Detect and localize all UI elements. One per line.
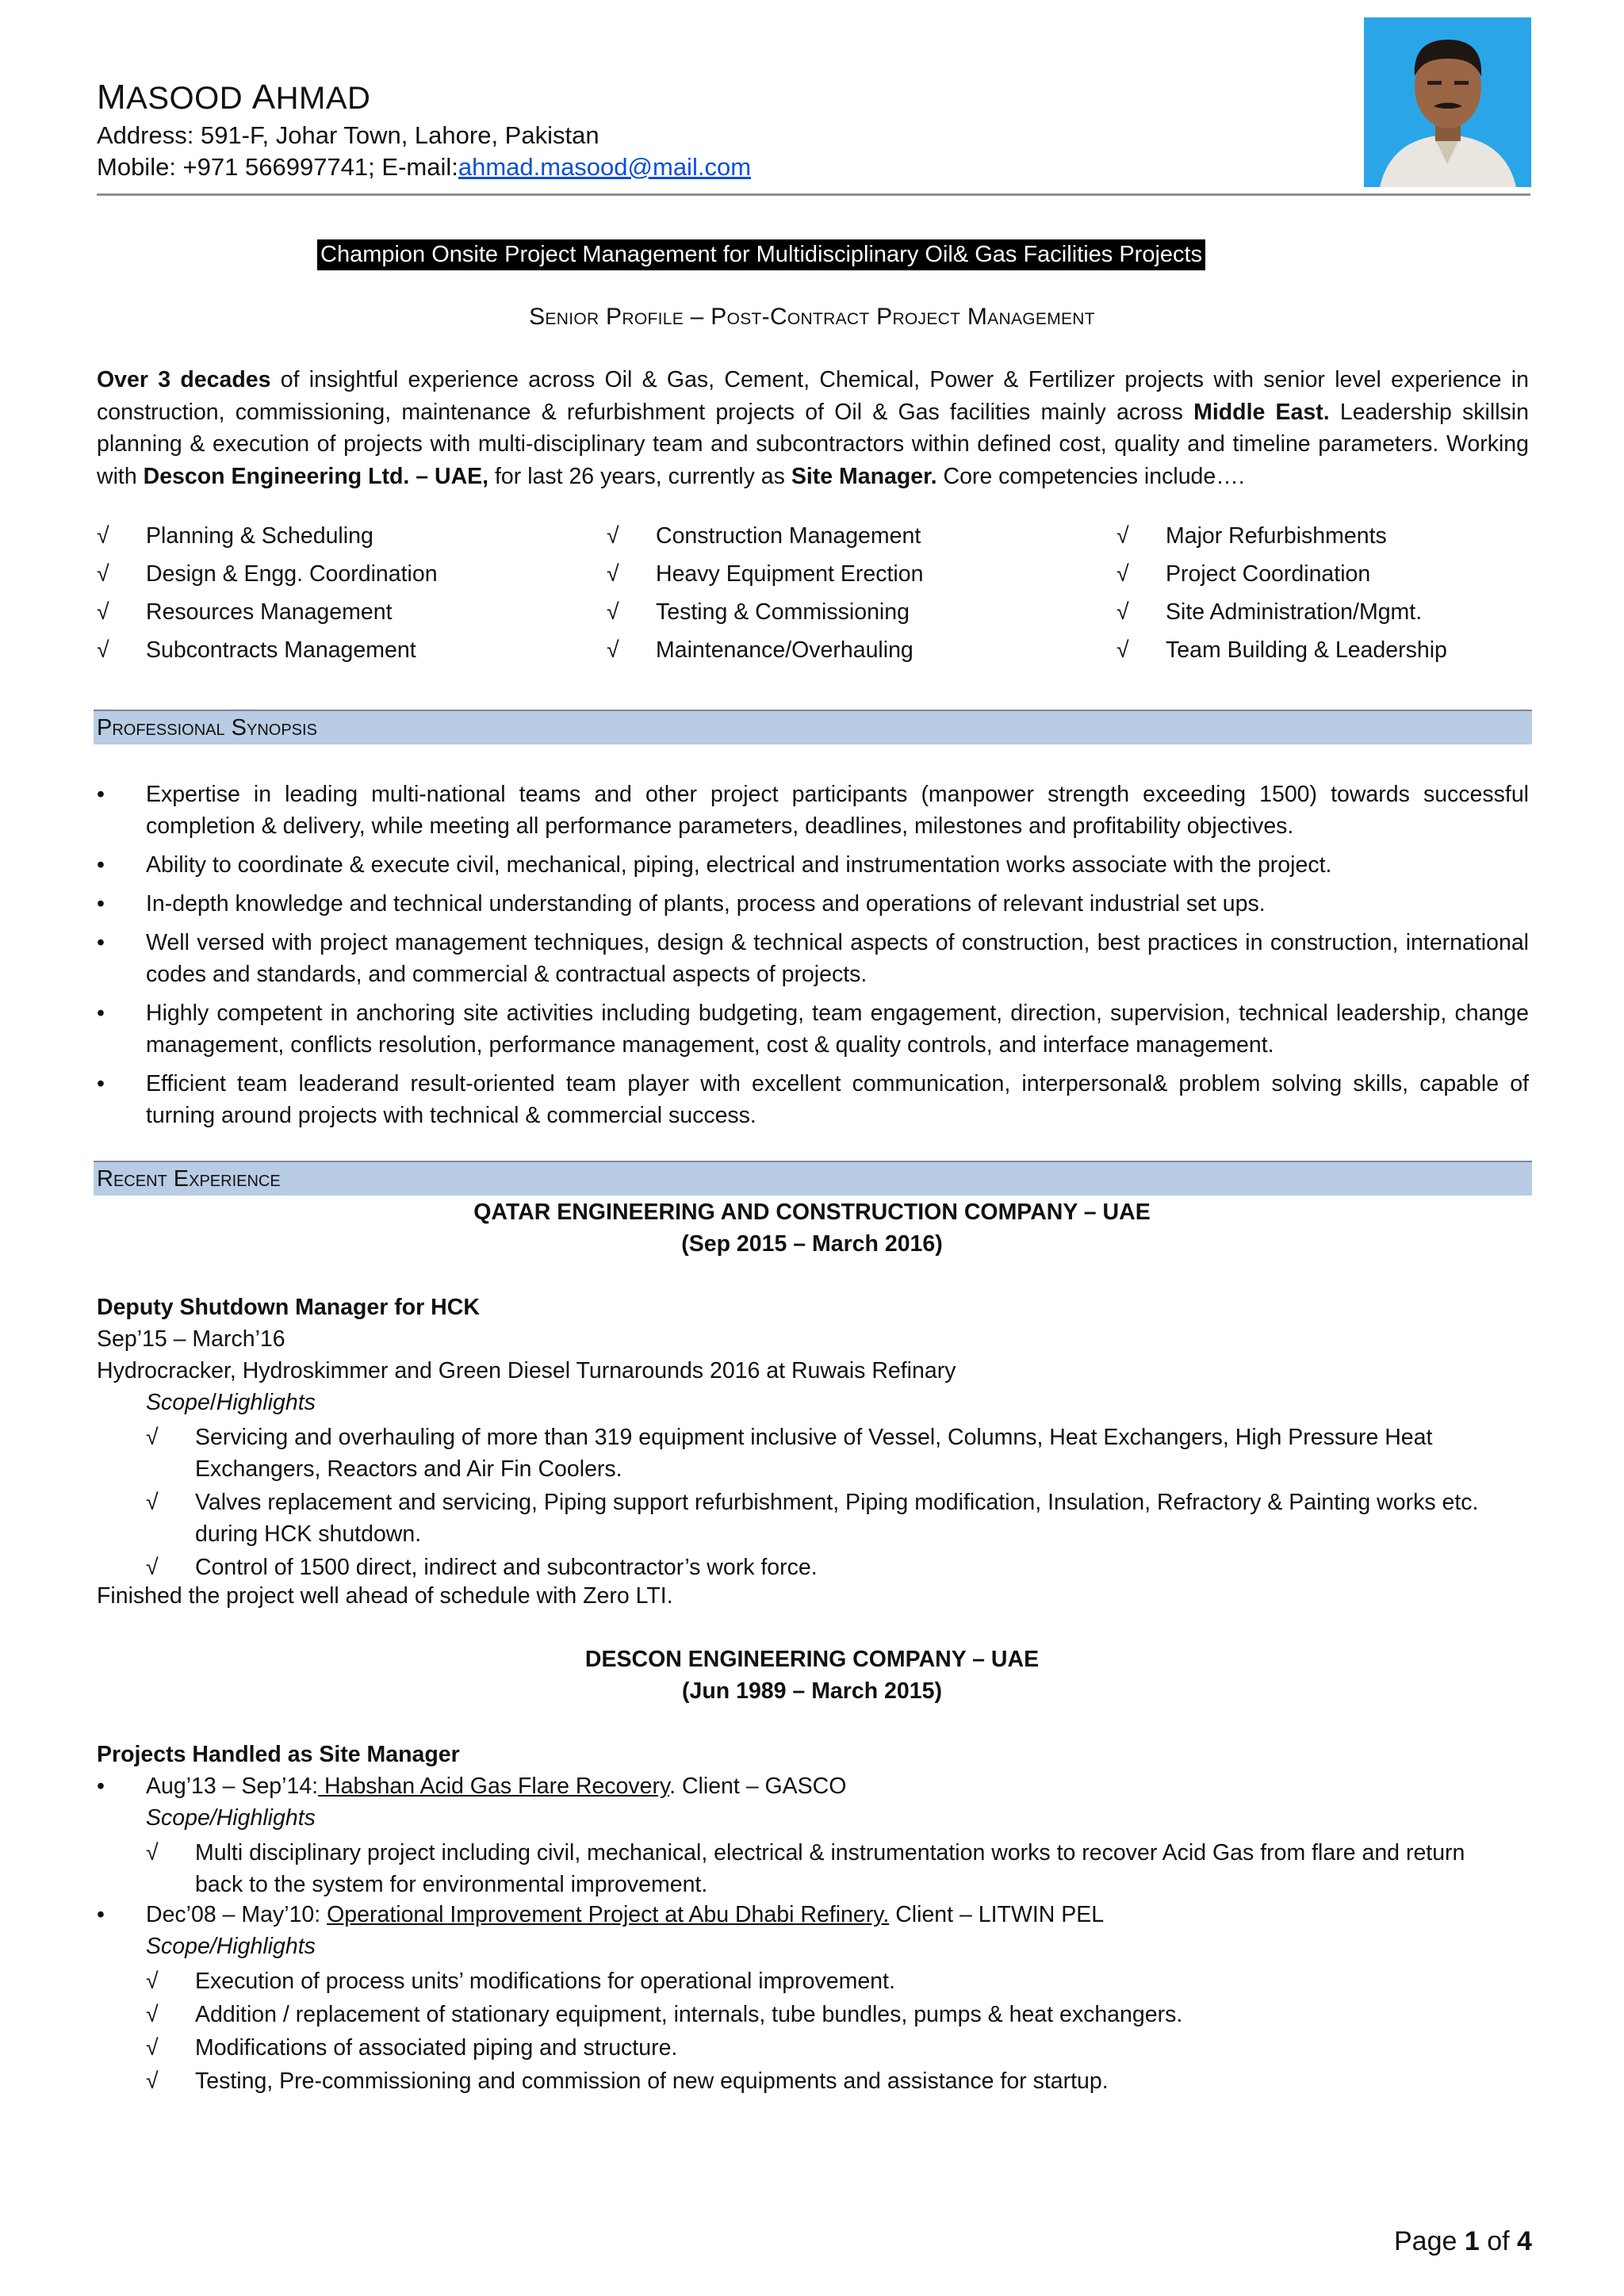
highlight-item [146, 1552, 1496, 1583]
competency-item [607, 637, 914, 664]
page-word: Page [1394, 2226, 1465, 2256]
check-icon: √ [607, 523, 619, 549]
highlight-text: Testing, Pre-commissioning and commission of new equipments and assistance for startup. [195, 2068, 1109, 2094]
list-item-text: Expertise in leading multi-national teams and other project participants (manpower strength exceeding 1500) towards successful completion & delivery, while meeting all performance parameters, deadlines, milestones and profitability objectives. [146, 782, 1529, 839]
check-icon: √ [1116, 561, 1129, 587]
mobile-value: +971 566997741; [175, 153, 382, 181]
profile-photo [1364, 17, 1531, 187]
check-icon: √ [97, 599, 109, 625]
role-dates: Sep’15 – March’16 [97, 1326, 285, 1352]
summary-text-3: for last 26 years, currently as [488, 463, 791, 489]
check-icon: √ [146, 1969, 159, 1994]
name-first-initial: M [97, 78, 127, 117]
list-item-text: Ability to coordinate & execute civil, mechanical, piping, electrical and instrumentation works associate with the project. [146, 852, 1332, 878]
highlight-text: Valves replacement and servicing, Piping support refurbishment, Piping modification, Insulation, Refractory & Painting works etc. during HCK shutdown. [195, 1490, 1479, 1547]
check-icon: √ [607, 637, 619, 663]
highlight-item [146, 1837, 1496, 1900]
check-icon: √ [1116, 523, 1129, 549]
bullet-icon: • [97, 930, 105, 955]
summary-text-1: of insightful experience across Oil & Gas, Cement, Chemical, Power & Fertilizer projects with senior level experience in construction, commissioning, maintenance & refurbishment projects of Oil & Gas facilities mainly across [97, 367, 1529, 425]
check-icon: √ [146, 2068, 159, 2094]
check-icon: √ [146, 2002, 159, 2027]
competency-item [1116, 561, 1370, 587]
bullet-icon: • [97, 782, 105, 807]
mobile-label: Mobile: [97, 153, 176, 181]
email-link[interactable]: ahmad.masood@mail.com [458, 153, 752, 181]
competency-item [1116, 523, 1387, 549]
list-item [97, 849, 1529, 881]
project-client: . Client – GASCO [669, 1774, 847, 1799]
bullet-icon: • [97, 1001, 105, 1026]
highlight-item [146, 1422, 1496, 1485]
list-item [97, 779, 1529, 842]
competency-label: Heavy Equipment Erection [656, 561, 924, 587]
project-entry [97, 1902, 1104, 1928]
list-item-text: Efficient team leaderand result-oriented team player with excellent communication, interpersonal& problem solving skills, capable of turning around projects with technical & commercial success. [146, 1071, 1529, 1128]
projects-heading: Projects Handled as Site Manager [97, 1742, 460, 1767]
check-icon: √ [146, 2035, 159, 2061]
list-item [97, 1068, 1529, 1131]
list-item [97, 888, 1529, 920]
competency-label: Subcontracts Management [146, 637, 416, 663]
project-client: Client – LITWIN PEL [889, 1902, 1105, 1927]
highlight-text: Control of 1500 direct, indirect and subcontractor’s work force. [195, 1555, 818, 1580]
summary-bold-decades: Over 3 decades [97, 367, 271, 392]
check-icon: √ [607, 561, 619, 587]
contact-line [97, 153, 751, 182]
bullet-icon: • [97, 1902, 105, 1927]
project-entry [97, 1774, 846, 1800]
headline-banner: Champion Onsite Project Management for Multidisciplinary Oil& Gas Facilities Projects [317, 239, 1205, 270]
name-first-rest: ASOOD [126, 81, 243, 116]
list-item-text: Highly competent in anchoring site activities including budgeting, team engagement, direction, supervision, technical leadership, change management, conflicts resolution, performance management, cost & quality controls, and interface management. [146, 1001, 1529, 1058]
highlight-item [146, 1965, 1496, 1997]
scope-label [146, 1390, 316, 1416]
candidate-name [97, 78, 370, 117]
competency-label: Testing & Commissioning [656, 599, 910, 625]
scope-label: Scope/Highlights [146, 1934, 316, 1959]
page-of: of [1479, 2226, 1518, 2256]
list-item [97, 997, 1529, 1061]
scope-label-a: Scope [146, 1390, 210, 1415]
header-divider [97, 193, 1530, 196]
check-icon: √ [97, 637, 109, 663]
competency-label: Construction Management [656, 523, 921, 549]
address-label: Address: [97, 121, 194, 149]
role-closing: Finished the project well ahead of schedule with Zero LTI. [97, 1583, 673, 1609]
competency-item [1116, 637, 1447, 664]
competency-item [97, 561, 438, 587]
check-icon: √ [97, 523, 109, 549]
name-last-rest: HMAD [275, 81, 371, 116]
check-icon: √ [97, 561, 109, 587]
page-total: 4 [1517, 2226, 1532, 2256]
highlight-text: Modifications of associated piping and structure. [195, 2035, 678, 2061]
summary-bold-region: Middle East. [1193, 399, 1330, 425]
check-icon: √ [1116, 637, 1129, 663]
highlight-item [146, 2032, 1496, 2064]
summary-bold-employer: Descon Engineering Ltd. – UAE, [143, 463, 489, 489]
list-item-text: In-depth knowledge and technical understanding of plants, process and operations of relevant industrial set ups. [146, 891, 1266, 916]
page-current: 1 [1464, 2226, 1480, 2256]
section-title: Professional Synopsis [97, 715, 317, 740]
role-title: Deputy Shutdown Manager for HCK [97, 1295, 480, 1320]
company-name: DESCON ENGINEERING COMPANY – UAE [584, 1647, 1040, 1672]
company-period: (Sep 2015 – March 2016) [681, 1231, 943, 1257]
scope-label-b: Highlights [216, 1390, 316, 1415]
competency-item [97, 599, 393, 626]
scope-label: Scope/Highlights [146, 1805, 316, 1831]
highlight-item [146, 1487, 1535, 1550]
competency-label: Site Administration/Mgmt. [1166, 599, 1423, 625]
competency-item [97, 637, 416, 664]
section-title: Recent Experience [97, 1166, 281, 1192]
highlight-text: Servicing and overhauling of more than 319 equipment inclusive of Vessel, Columns, Heat Exchangers, High Pressure Heat Exchangers, Reactors and Air Fin Coolers. [195, 1425, 1433, 1482]
list-item [97, 927, 1529, 990]
competency-item [607, 599, 910, 626]
company-name: QATAR ENGINEERING AND CONSTRUCTION COMPANY – UAE [473, 1200, 1151, 1225]
page-number [1394, 2226, 1532, 2257]
competency-item [97, 523, 373, 549]
competency-item [1116, 599, 1422, 626]
highlight-item [146, 1999, 1496, 2030]
competency-item [607, 523, 921, 549]
highlight-text: Addition / replacement of stationary equipment, internals, tube bundles, pumps & heat exchangers. [195, 2002, 1183, 2027]
list-item-text: Well versed with project management techniques, design & technical aspects of construction, best practices in construction, international codes and standards, and commercial & contractual aspects of projects. [146, 930, 1529, 987]
role-project: Hydrocracker, Hydroskimmer and Green Diesel Turnarounds 2016 at Ruwais Refinary [97, 1358, 956, 1383]
name-last-initial: A [251, 78, 276, 117]
bullet-icon: • [97, 891, 105, 916]
competency-item [607, 561, 923, 587]
bullet-icon: • [97, 852, 105, 878]
summary-text-4: Core competencies include…. [936, 463, 1245, 489]
check-icon: √ [607, 599, 619, 625]
check-icon: √ [146, 1555, 159, 1580]
synopsis-list [97, 779, 1529, 1138]
project-name: Habshan Acid Gas Flare Recovery [318, 1774, 670, 1799]
competency-label: Major Refurbishments [1166, 523, 1387, 549]
check-icon: √ [146, 1490, 159, 1515]
competency-label: Maintenance/Overhauling [656, 637, 914, 663]
scope-label-sep: / [209, 1390, 216, 1415]
competency-label: Planning & Scheduling [146, 523, 373, 549]
bullet-icon: • [97, 1774, 105, 1799]
competency-label: Resources Management [146, 599, 393, 625]
check-icon: √ [146, 1840, 159, 1866]
address-value: 591-F, Johar Town, Lahore, Pakistan [193, 121, 599, 149]
competency-label: Design & Engg. Coordination [146, 561, 438, 587]
project-dates: Aug’13 – Sep’14: [146, 1774, 319, 1799]
email-label: E-mail: [381, 153, 458, 181]
company-period: (Jun 1989 – March 2015) [682, 1678, 942, 1704]
bullet-icon: • [97, 1071, 105, 1096]
address-line [97, 121, 599, 150]
highlight-item [146, 2065, 1496, 2097]
project-name: Operational Improvement Project at Abu Dhabi Refinery. [327, 1902, 890, 1927]
competency-label: Team Building & Leadership [1166, 637, 1447, 663]
highlight-text: Execution of process units’ modifications for operational improvement. [195, 1969, 895, 1994]
section-header-experience [94, 1161, 1532, 1196]
check-icon: √ [146, 1425, 159, 1450]
senior-profile-title: Senior Profile – Post-Contract Project Management [529, 304, 1095, 330]
check-icon: √ [1116, 599, 1129, 625]
highlight-text: Multi disciplinary project including civil, mechanical, electrical & instrumentation works to recover Acid Gas from flare and return back to the system for environmental improvement. [195, 1840, 1465, 1897]
summary-text-2: Leadership skillsin planning & execution of projects with multi-disciplinary team and subcontractors within defined cost, quality and timeline parameters. Working with [97, 399, 1529, 489]
summary-bold-role: Site Manager. [791, 463, 937, 489]
section-header-synopsis [94, 710, 1532, 744]
project-dates: Dec’08 – May’10: [146, 1902, 327, 1927]
profile-summary [97, 364, 1529, 492]
competency-label: Project Coordination [1166, 561, 1371, 587]
